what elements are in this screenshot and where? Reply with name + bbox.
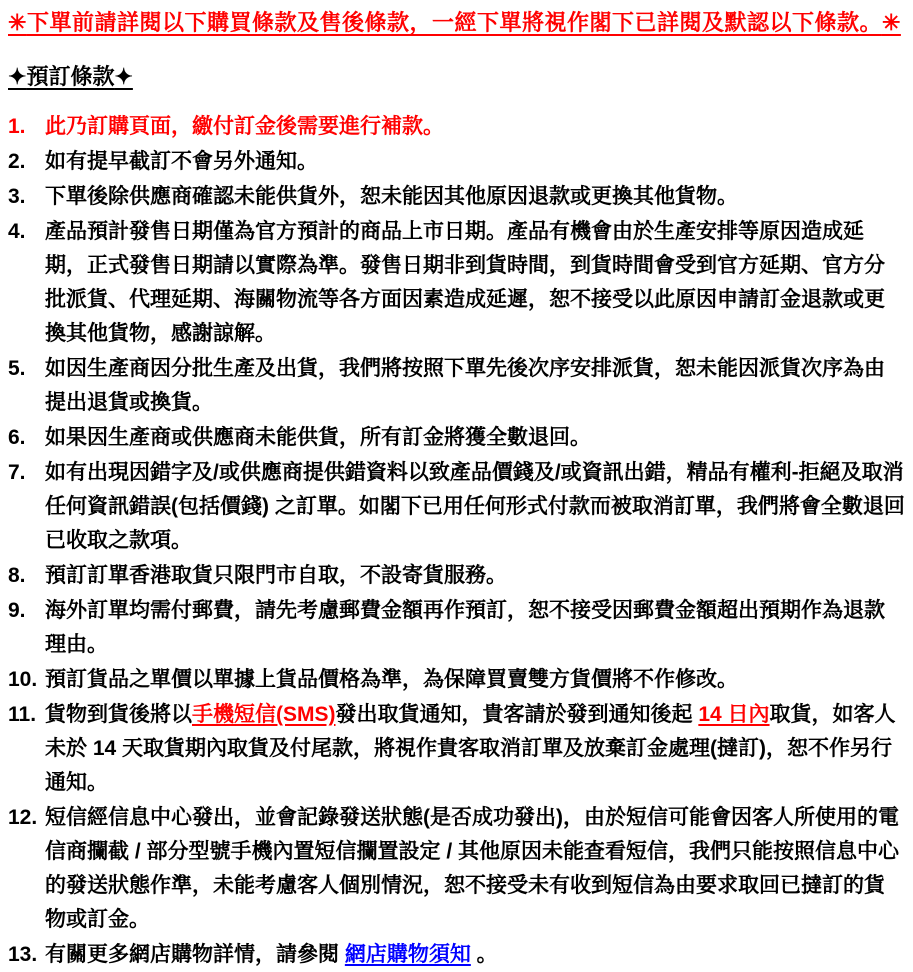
sms-highlight: 手機短信(SMS) (192, 703, 336, 726)
term-text (45, 352, 905, 420)
diamond-star-icon: ✦ (114, 64, 133, 89)
term-text (45, 938, 905, 972)
term-number: 3. (8, 185, 26, 208)
term-item-1 (8, 110, 905, 144)
term-number: 10. (8, 668, 38, 691)
term-segment: 發出取貨通知，貴客請於發到通知後起 (335, 703, 699, 726)
term-item-10 (8, 663, 905, 697)
term-text (45, 801, 905, 937)
term-segment: 預訂貨品之單價以單據上貨品價格為準，為保障買賣雙方貨價將不作修改。 (45, 668, 738, 691)
term-segment: 如有提早截訂不會另外通知。 (45, 150, 318, 173)
notice-text: 下單前請詳閱以下購買條款及售後條款，一經下單將視作閣下已詳閱及默認以下條款。 (26, 10, 882, 35)
term-text (45, 698, 905, 800)
term-text (45, 663, 905, 697)
term-item-7 (8, 456, 905, 558)
term-item-5 (8, 352, 905, 420)
term-segment: 有關更多網店購物詳情，請參閱 (45, 943, 345, 966)
pickup-deadline-highlight: 14 日內 (698, 703, 770, 726)
term-item-4 (8, 215, 905, 351)
term-item-9 (8, 594, 905, 662)
term-segment: 。 (470, 943, 498, 966)
term-number: 11. (8, 703, 37, 726)
term-item-12 (8, 801, 905, 937)
term-text (45, 110, 905, 144)
term-segment: 產品預計發售日期僅為官方預計的商品上市日期。產品有機會由於生產安排等原因造成延期，正式發售日期請以實際為準。發售日期非到貨時間，到貨時間會受到官方延期、官方分批派貨、代理延期、海關物流等各方面因素造成延遲，恕不接受以此原因申請訂金退款或更換其他貨物，感謝諒解。 (45, 220, 885, 345)
term-number: 5. (8, 357, 26, 380)
term-item-11 (8, 698, 905, 800)
term-segment: 如果因生產商或供應商未能供貨，所有訂金將獲全數退回。 (45, 426, 591, 449)
term-number: 13. (8, 943, 38, 966)
diamond-star-icon: ✦ (8, 64, 27, 89)
term-item-3 (8, 180, 905, 214)
term-item-6 (8, 421, 905, 455)
term-segment: 此乃訂購頁面，繳付訂金後需要進行補款。 (45, 115, 444, 138)
term-text (45, 456, 905, 558)
term-item-2 (8, 145, 905, 179)
term-text (45, 180, 905, 214)
term-number: 9. (8, 599, 26, 622)
term-number: 1. (8, 115, 26, 138)
term-segment: 預訂訂單香港取貨只限門市自取，不設寄貨服務。 (45, 564, 507, 587)
notice-banner (8, 8, 905, 38)
term-segment: 短信經信息中心發出，並會記錄發送狀態(是否成功發出)，由於短信可能會因客人所使用的電信商攔截 / 部分型號手機內置短信攔置設定 / 其他原因未能查看短信，我們只能按照信息中心的發送狀態作準，未能考慮客人個別情況，恕不接受未有收到短信為由要求取回已撻訂的貨物或訂金。 (45, 806, 900, 931)
asterisk-icon: ✳ (881, 10, 901, 35)
section-title-text: 預訂條款 (26, 64, 115, 89)
term-number: 2. (8, 150, 26, 173)
term-number: 7. (8, 461, 26, 484)
term-text (45, 559, 905, 593)
term-text (45, 145, 905, 179)
term-text (45, 215, 905, 351)
term-segment: 海外訂單均需付郵費，請先考慮郵費金額再作預訂，恕不接受因郵費金額超出預期作為退款理由。 (45, 599, 885, 656)
shop-guide-link[interactable]: 網店購物須知 (344, 943, 471, 966)
term-segment: 貨物到貨後將以 (45, 703, 192, 726)
asterisk-icon: ✳ (8, 10, 27, 35)
section-title (8, 62, 905, 92)
term-number: 12. (8, 806, 38, 829)
term-item-13 (8, 938, 905, 972)
term-item-8 (8, 559, 905, 593)
term-segment: 如有出現因錯字及/或供應商提供錯資料以致產品價錢及/或資訊出錯，精品有權利-拒絕及取消任何資訊錯誤(包括價錢) 之訂單。如閣下已用任何形式付款而被取消訂單，我們將會全數退回已收取之款項。 (45, 461, 905, 552)
terms-list (8, 110, 905, 972)
term-segment: 下單後除供應商確認未能供貨外，恕未能因其他原因退款或更換其他貨物。 (45, 185, 738, 208)
term-segment: 取貨，如客人未於 14 天取貨期內取貨及付尾款，將視作貴客取消訂單及放棄訂金處理(撻訂)，恕不作另行通知。 (45, 703, 896, 794)
term-number: 8. (8, 564, 26, 587)
term-text (45, 421, 905, 455)
term-segment: 如因生產商因分批生產及出貨，我們將按照下單先後次序安排派貨，恕未能因派貨次序為由提出退貨或換貨。 (45, 357, 885, 414)
term-number: 4. (8, 220, 26, 243)
term-text (45, 594, 905, 662)
term-number: 6. (8, 426, 26, 449)
